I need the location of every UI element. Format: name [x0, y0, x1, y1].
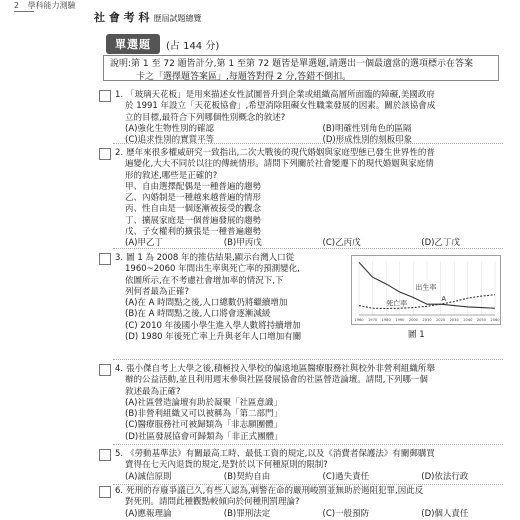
option-a[interactable]: (A)應報理論	[125, 509, 224, 520]
x-tick-label: 2050	[477, 318, 487, 322]
x-tick-label: 1980	[382, 318, 392, 322]
stem-line: 於 1991 年設立「天花板協會」,希望消除阻礙女性職業發展的因素。關於該協會成	[115, 101, 520, 112]
divider	[113, 359, 503, 360]
book-title-main: 社 會 考 科	[94, 11, 150, 24]
question-2	[115, 148, 520, 250]
stem-line: 「玻璃天花板」是用來描述女性試圖晉升到企業或組織高層所面臨的障礙,美國政府	[126, 90, 435, 100]
option-c[interactable]: (C)追求性別的實質平等	[125, 135, 323, 146]
stem-line: 依圖所示,在不考慮社會增加率的情況下,下	[115, 276, 355, 287]
divider	[113, 444, 503, 445]
stem-line: 張小傑自考上大學之後,積極投入學校的偏遠地區醫療服務社與校外非營利組織所舉	[126, 364, 435, 374]
option-d[interactable]: (D)社區發展協會可歸類為「非正式團體」	[125, 432, 520, 443]
answer-box[interactable]	[99, 148, 111, 160]
stem-line: 1960~2060 年間出生率與死亡率的預測變化,	[115, 264, 355, 275]
answer-box[interactable]	[99, 449, 111, 461]
series-title: 學科能力測驗	[28, 1, 76, 10]
option-d[interactable]: (D)形成性別的刻板印象	[323, 135, 520, 146]
options	[115, 472, 520, 483]
option-b[interactable]: (B)契約自由	[224, 472, 323, 483]
stem-line: 敘述最為正確?	[115, 387, 520, 398]
question-6	[115, 486, 520, 520]
x-tick-label: 2020	[436, 318, 446, 322]
question-number: 1.	[115, 90, 123, 100]
option-c[interactable]: (C)過失責任	[323, 472, 422, 483]
option-d[interactable]: (D)乙丁戊	[421, 238, 520, 249]
figure-caption: 圖 1	[408, 328, 425, 340]
stem-line: 立的目標,最符合下列哪個性別概念的敘述?	[115, 113, 520, 124]
statement: 戊、子女權利的擴張是一種普遍趨勢	[125, 227, 520, 238]
option-a[interactable]: (A)誠信原則	[125, 472, 224, 483]
question-5	[115, 449, 520, 483]
section-badge: 單選題	[106, 34, 160, 54]
options	[115, 509, 520, 520]
option-c[interactable]: (C)醫療服務社可被歸類為「非志願團體」	[125, 420, 520, 431]
series-label-birth: 出生率	[415, 282, 436, 291]
option-b[interactable]: (B)明確性別角色的區隔	[323, 124, 520, 135]
question-number: 5.	[115, 449, 123, 459]
statement-list	[115, 182, 520, 238]
book-title-sub: 歷屆試題總覽	[154, 14, 202, 23]
divider	[113, 143, 503, 144]
option-c[interactable]: (C)乙丙戊	[323, 238, 422, 249]
statement: 丙、性自由是一個逐漸被接受的觀念	[125, 204, 520, 215]
header-rule	[14, 11, 34, 12]
option-c[interactable]: (C)一般預防	[323, 509, 422, 520]
option-c[interactable]: (C) 2010 年後國小學生進入學人數將持續增加	[125, 321, 355, 332]
option-a[interactable]: (A)在 A 時間點之後,人口總數仍將繼續增加	[125, 298, 355, 309]
stem-line: 遍變化,大大不同於以往的傳統情形。請問下列關於社會變遷下的現代婚姻與家庭情	[115, 159, 520, 170]
section-score: (占 144 分)	[166, 37, 219, 52]
series-label-death: 死亡率	[386, 299, 407, 308]
stem-line: 列何者最為正確?	[115, 287, 355, 298]
x-tick-label: 1970	[368, 318, 378, 322]
option-b[interactable]: (B)在 A 時間點之後,人口將會逐漸減緩	[125, 309, 355, 320]
instructions-line-1: 說明:第 1 至 72 題皆計分,第 1 至第 72 題皆是單選題,請選出一個最適當的選項標示在答案	[110, 58, 492, 71]
option-d[interactable]: (D) 1980 年後死亡率上升與老年人口增加有關	[125, 332, 355, 343]
question-4	[115, 364, 520, 443]
x-tick-label: 1990	[395, 318, 405, 322]
page-number: 2	[14, 1, 19, 10]
stem-line: 死刑的存廢爭議已久,有些人認為,刺警在命的嚴刑峻罰並無助於遏阻犯罪,因此反	[126, 486, 423, 496]
answer-box[interactable]	[99, 486, 111, 498]
statement: 丁、擴展家庭是一個普遍發展的趨勢	[125, 216, 520, 227]
option-b[interactable]: (B)非營利組織又可以被稱為「第二部門」	[125, 409, 520, 420]
question-number: 6.	[115, 486, 123, 496]
instructions-line-2: 卡之「選擇題答案區」,每題答對得 2 分,答錯不倒扣。	[110, 71, 492, 84]
answer-box[interactable]	[99, 364, 111, 376]
x-tick-label: 1960	[354, 318, 364, 322]
options	[115, 298, 355, 343]
x-tick-label: 2010	[422, 318, 432, 322]
question-number: 2.	[115, 148, 123, 158]
question-number: 4.	[115, 364, 123, 374]
x-tick-label: 2030	[450, 318, 460, 322]
x-tick-label: 2000	[409, 318, 419, 322]
divider	[113, 248, 503, 249]
option-d[interactable]: (D)個人責任	[421, 509, 520, 520]
option-a[interactable]: (A)強化生物性別的確認	[125, 124, 323, 135]
stem-line: 賣得在七天內退貨的規定,是對於以下何種原則的限制?	[115, 460, 520, 471]
option-a[interactable]: (A)甲乙丁	[125, 238, 224, 249]
option-a[interactable]: (A)社區營造論壇有助於凝聚「社區意識」	[125, 398, 520, 409]
question-3	[115, 253, 355, 343]
statement: 甲、自由選擇配偶是一種普遍的趨勢	[125, 182, 520, 193]
answer-box[interactable]	[99, 253, 111, 265]
statement: 乙、內婚制是一種越來越普遍的情形	[125, 193, 520, 204]
stem-line: 辦的公益活動,並且利用週末參與社區發展協會的社區營造論壇。請問,下列哪一個	[115, 375, 520, 386]
answer-box[interactable]	[99, 90, 111, 102]
options	[115, 398, 520, 443]
stem-line: 《勞動基準法》有關最高工時、最低工資的規定,以及《消費者保護法》有關郵購買	[126, 449, 435, 459]
stem-line: 形的敘述,哪些是正確的?	[115, 171, 520, 182]
stem-line: 對死刑。請問此種觀點較傾向於何種刑罰理論?	[115, 497, 520, 508]
option-b[interactable]: (B)罪刑法定	[224, 509, 323, 520]
question-number: 3.	[115, 253, 123, 263]
option-b[interactable]: (B)甲丙戊	[224, 238, 323, 249]
birth-death-rate-chart	[351, 255, 501, 325]
x-tick-labels	[354, 318, 500, 322]
stem-line: 圖 1 為 2008 年的推估結果,顯示台灣人口從	[126, 253, 294, 263]
annotation-a: A	[441, 295, 446, 303]
section-heading	[106, 34, 219, 54]
x-tick-label: 2060	[490, 318, 500, 322]
stem-line: 歷年來很多權威研究一致指出,二次大戰後的現代婚姻與家庭型態已發生世界性的普	[126, 148, 435, 158]
question-1	[115, 90, 520, 146]
divider	[113, 484, 503, 485]
option-d[interactable]: (D)依法行政	[421, 472, 520, 483]
book-title	[94, 9, 202, 25]
page-header	[14, 0, 76, 11]
instructions-box	[103, 55, 499, 81]
x-tick-label: 2040	[463, 318, 473, 322]
